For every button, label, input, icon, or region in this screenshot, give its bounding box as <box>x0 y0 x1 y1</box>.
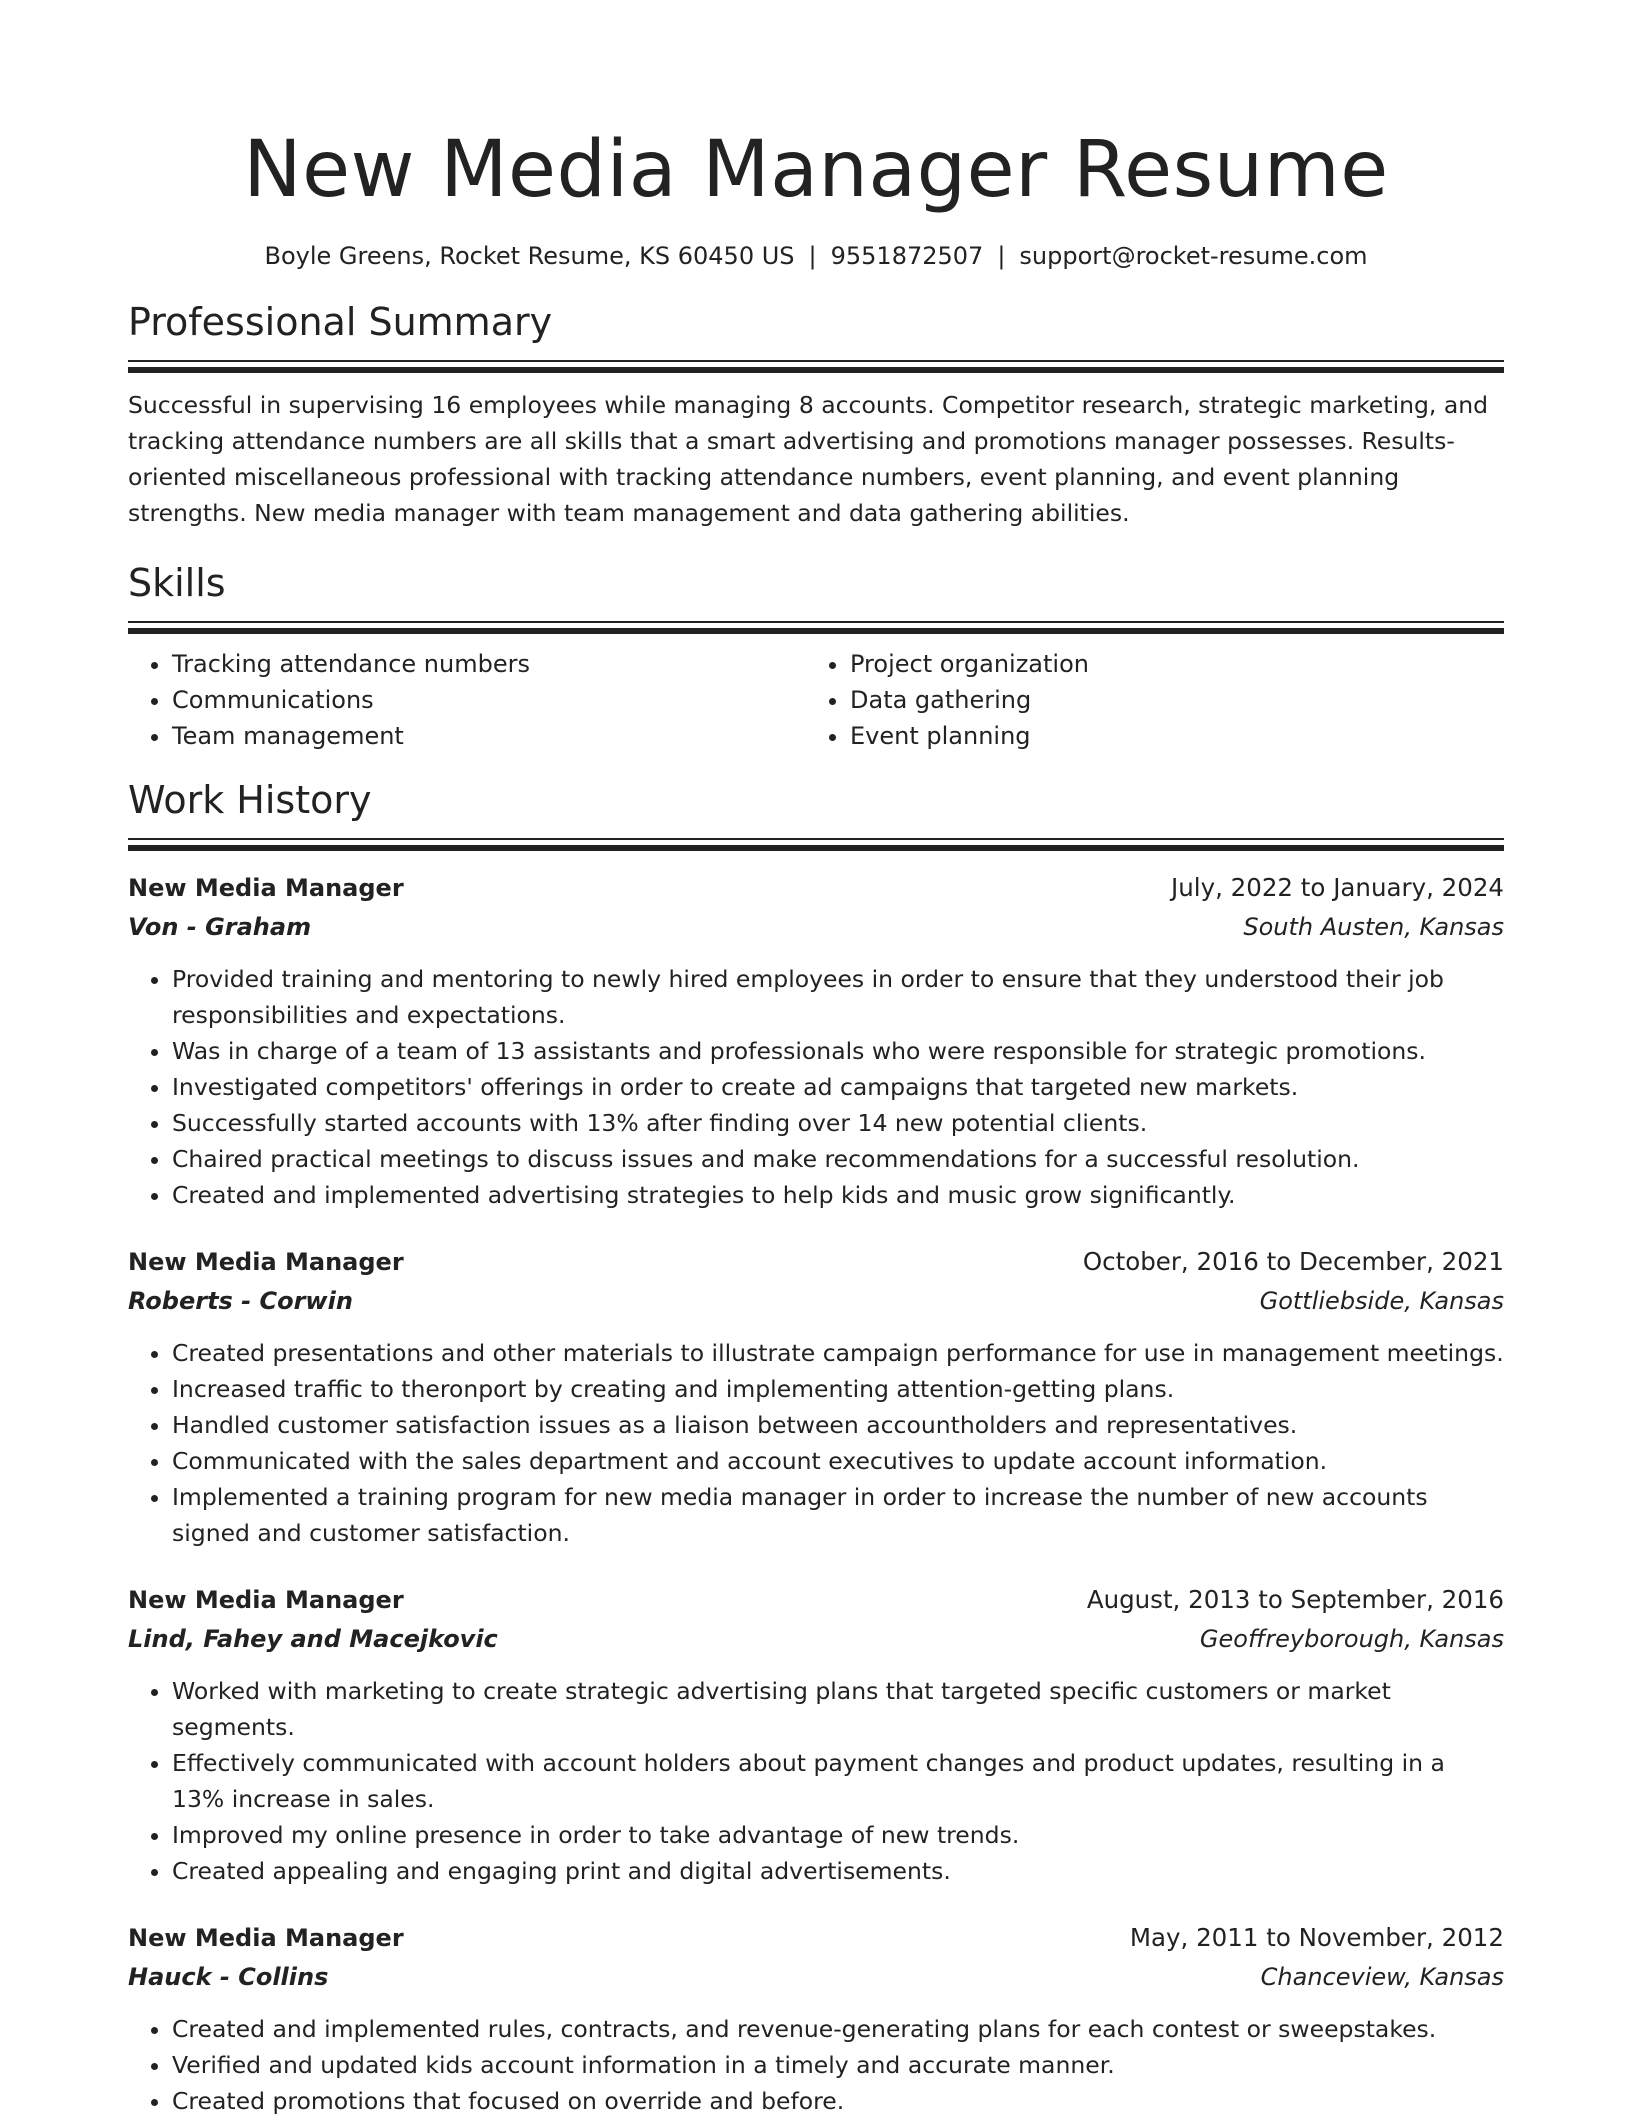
job-location: Geoffreyborough, Kansas <box>1199 1625 1504 1653</box>
job-bullets <box>128 961 1504 1213</box>
job-company-row <box>128 1619 1504 1659</box>
job-entry <box>128 869 1504 1213</box>
skill-item: • Data gathering <box>850 682 1484 718</box>
contact-line <box>128 238 1504 274</box>
job-location: South Austen, Kansas <box>1243 913 1504 941</box>
job-bullet: • Created presentations and other materials to illustrate campaign performance for use in management meetings. <box>172 1335 1504 1371</box>
job-location: Gottliebside, Kansas <box>1259 1287 1504 1315</box>
job-title: New Media Manager <box>128 1248 404 1276</box>
job-bullets <box>128 1673 1504 1889</box>
section-rule-thick <box>128 845 1504 851</box>
professional-summary-section <box>128 298 1504 531</box>
job-dates: May, 2011 to November, 2012 <box>1129 1923 1504 1952</box>
job-bullet: • Communicated with the sales department and account executives to update account information. <box>172 1443 1504 1479</box>
job-dates: July, 2022 to January, 2024 <box>1171 873 1504 902</box>
skill-item: • Team management <box>172 718 806 754</box>
section-heading-work: Work History <box>128 778 372 822</box>
job-bullet: • Created appealing and engaging print and digital advertisements. <box>172 1853 1504 1889</box>
skills-list-left <box>128 646 806 754</box>
job-title-row <box>128 869 1504 907</box>
job-bullets <box>128 2011 1504 2119</box>
job-bullet: • Implemented a training program for new media manager in order to increase the number of new accounts signed and customer satisfaction. <box>172 1479 1504 1551</box>
job-company-row <box>128 907 1504 947</box>
job-bullet: • Increased traffic to theronport by creating and implementing attention-getting plans. <box>172 1371 1504 1407</box>
section-rule-thick <box>128 628 1504 634</box>
job-bullet: • Created and implemented rules, contracts, and revenue-generating plans for each contest or sweepstakes. <box>172 2011 1504 2047</box>
job-bullet: • Handled customer satisfaction issues as a liaison between accountholders and representatives. <box>172 1407 1504 1443</box>
skill-item: • Event planning <box>850 718 1484 754</box>
section-heading-skills: Skills <box>128 561 226 605</box>
contact-phone: 9551872507 <box>830 242 984 270</box>
skill-item: • Communications <box>172 682 806 718</box>
job-bullet: • Investigated competitors' offerings in order to create ad campaigns that targeted new markets. <box>172 1069 1504 1105</box>
job-bullet: • Provided training and mentoring to newly hired employees in order to ensure that they understood their job responsibilities and expectations. <box>172 961 1504 1033</box>
job-title: New Media Manager <box>128 1586 404 1614</box>
job-company: Hauck - Collins <box>128 1963 329 1991</box>
job-bullet: • Worked with marketing to create strategic advertising plans that targeted specific customers or market segments. <box>172 1673 1504 1745</box>
job-title-row <box>128 1919 1504 1957</box>
contact-separator: | <box>997 242 1006 270</box>
contact-address: Boyle Greens, Rocket Resume, KS 60450 US <box>264 242 795 270</box>
contact-email: support@rocket-resume.com <box>1019 242 1368 270</box>
skill-item: • Project organization <box>850 646 1484 682</box>
section-rule-thin <box>128 360 1504 362</box>
job-title-row <box>128 1243 1504 1281</box>
job-bullet: • Successfully started accounts with 13% after finding over 14 new potential clients. <box>172 1105 1504 1141</box>
job-title-row <box>128 1581 1504 1619</box>
job-title: New Media Manager <box>128 1924 404 1952</box>
job-bullet: • Was in charge of a team of 13 assistants and professionals who were responsible for strategic promotions. <box>172 1033 1504 1069</box>
skill-item: • Tracking attendance numbers <box>172 646 806 682</box>
section-rule-thick <box>128 367 1504 373</box>
job-entry <box>128 1581 1504 1889</box>
resume-title: New Media Manager Resume <box>243 125 1389 215</box>
job-dates: October, 2016 to December, 2021 <box>1082 1247 1504 1276</box>
job-company-row <box>128 1957 1504 1997</box>
job-dates: August, 2013 to September, 2016 <box>1086 1585 1504 1614</box>
skills-list-right <box>806 646 1484 754</box>
job-title: New Media Manager <box>128 874 404 902</box>
job-bullet: • Verified and updated kids account information in a timely and accurate manner. <box>172 2047 1504 2083</box>
job-bullet: • Improved my online presence in order to take advantage of new trends. <box>172 1817 1504 1853</box>
job-location: Chanceview, Kansas <box>1260 1963 1504 1991</box>
job-company: Lind, Fahey and Macejkovic <box>128 1625 498 1653</box>
job-entry <box>128 1243 1504 1551</box>
job-entry <box>128 1919 1504 2119</box>
job-bullet: • Effectively communicated with account holders about payment changes and product updates, resulting in a 13% increase in sales. <box>172 1745 1504 1817</box>
job-bullet: • Chaired practical meetings to discuss issues and make recommendations for a successful resolution. <box>172 1141 1504 1177</box>
job-company: Roberts - Corwin <box>128 1287 353 1315</box>
skills-section <box>128 559 1504 754</box>
job-bullets <box>128 1335 1504 1551</box>
job-bullet: • Created and implemented advertising strategies to help kids and music grow significantly. <box>172 1177 1504 1213</box>
resume-page <box>128 0 1504 2119</box>
job-company-row <box>128 1281 1504 1321</box>
section-rule-thin <box>128 621 1504 623</box>
job-bullet: • Created promotions that focused on override and before. <box>172 2083 1504 2119</box>
section-rule-thin <box>128 838 1504 840</box>
work-history-section <box>128 776 1504 2119</box>
job-company: Von - Graham <box>128 913 312 941</box>
summary-text: Successful in supervising 16 employees while managing 8 accounts. Competitor research, strategic marketing, and tracking attendance numbers are all skills that a smart advertising and promotions manager possesses. Results-oriented miscellaneous professional with tracking attendance numbers, event planning, and event planning strengths. New media manager with team management and data gathering abilities. <box>128 391 1489 527</box>
skills-grid <box>128 646 1504 754</box>
contact-separator: | <box>808 242 817 270</box>
section-heading-summary: Professional Summary <box>128 300 553 344</box>
